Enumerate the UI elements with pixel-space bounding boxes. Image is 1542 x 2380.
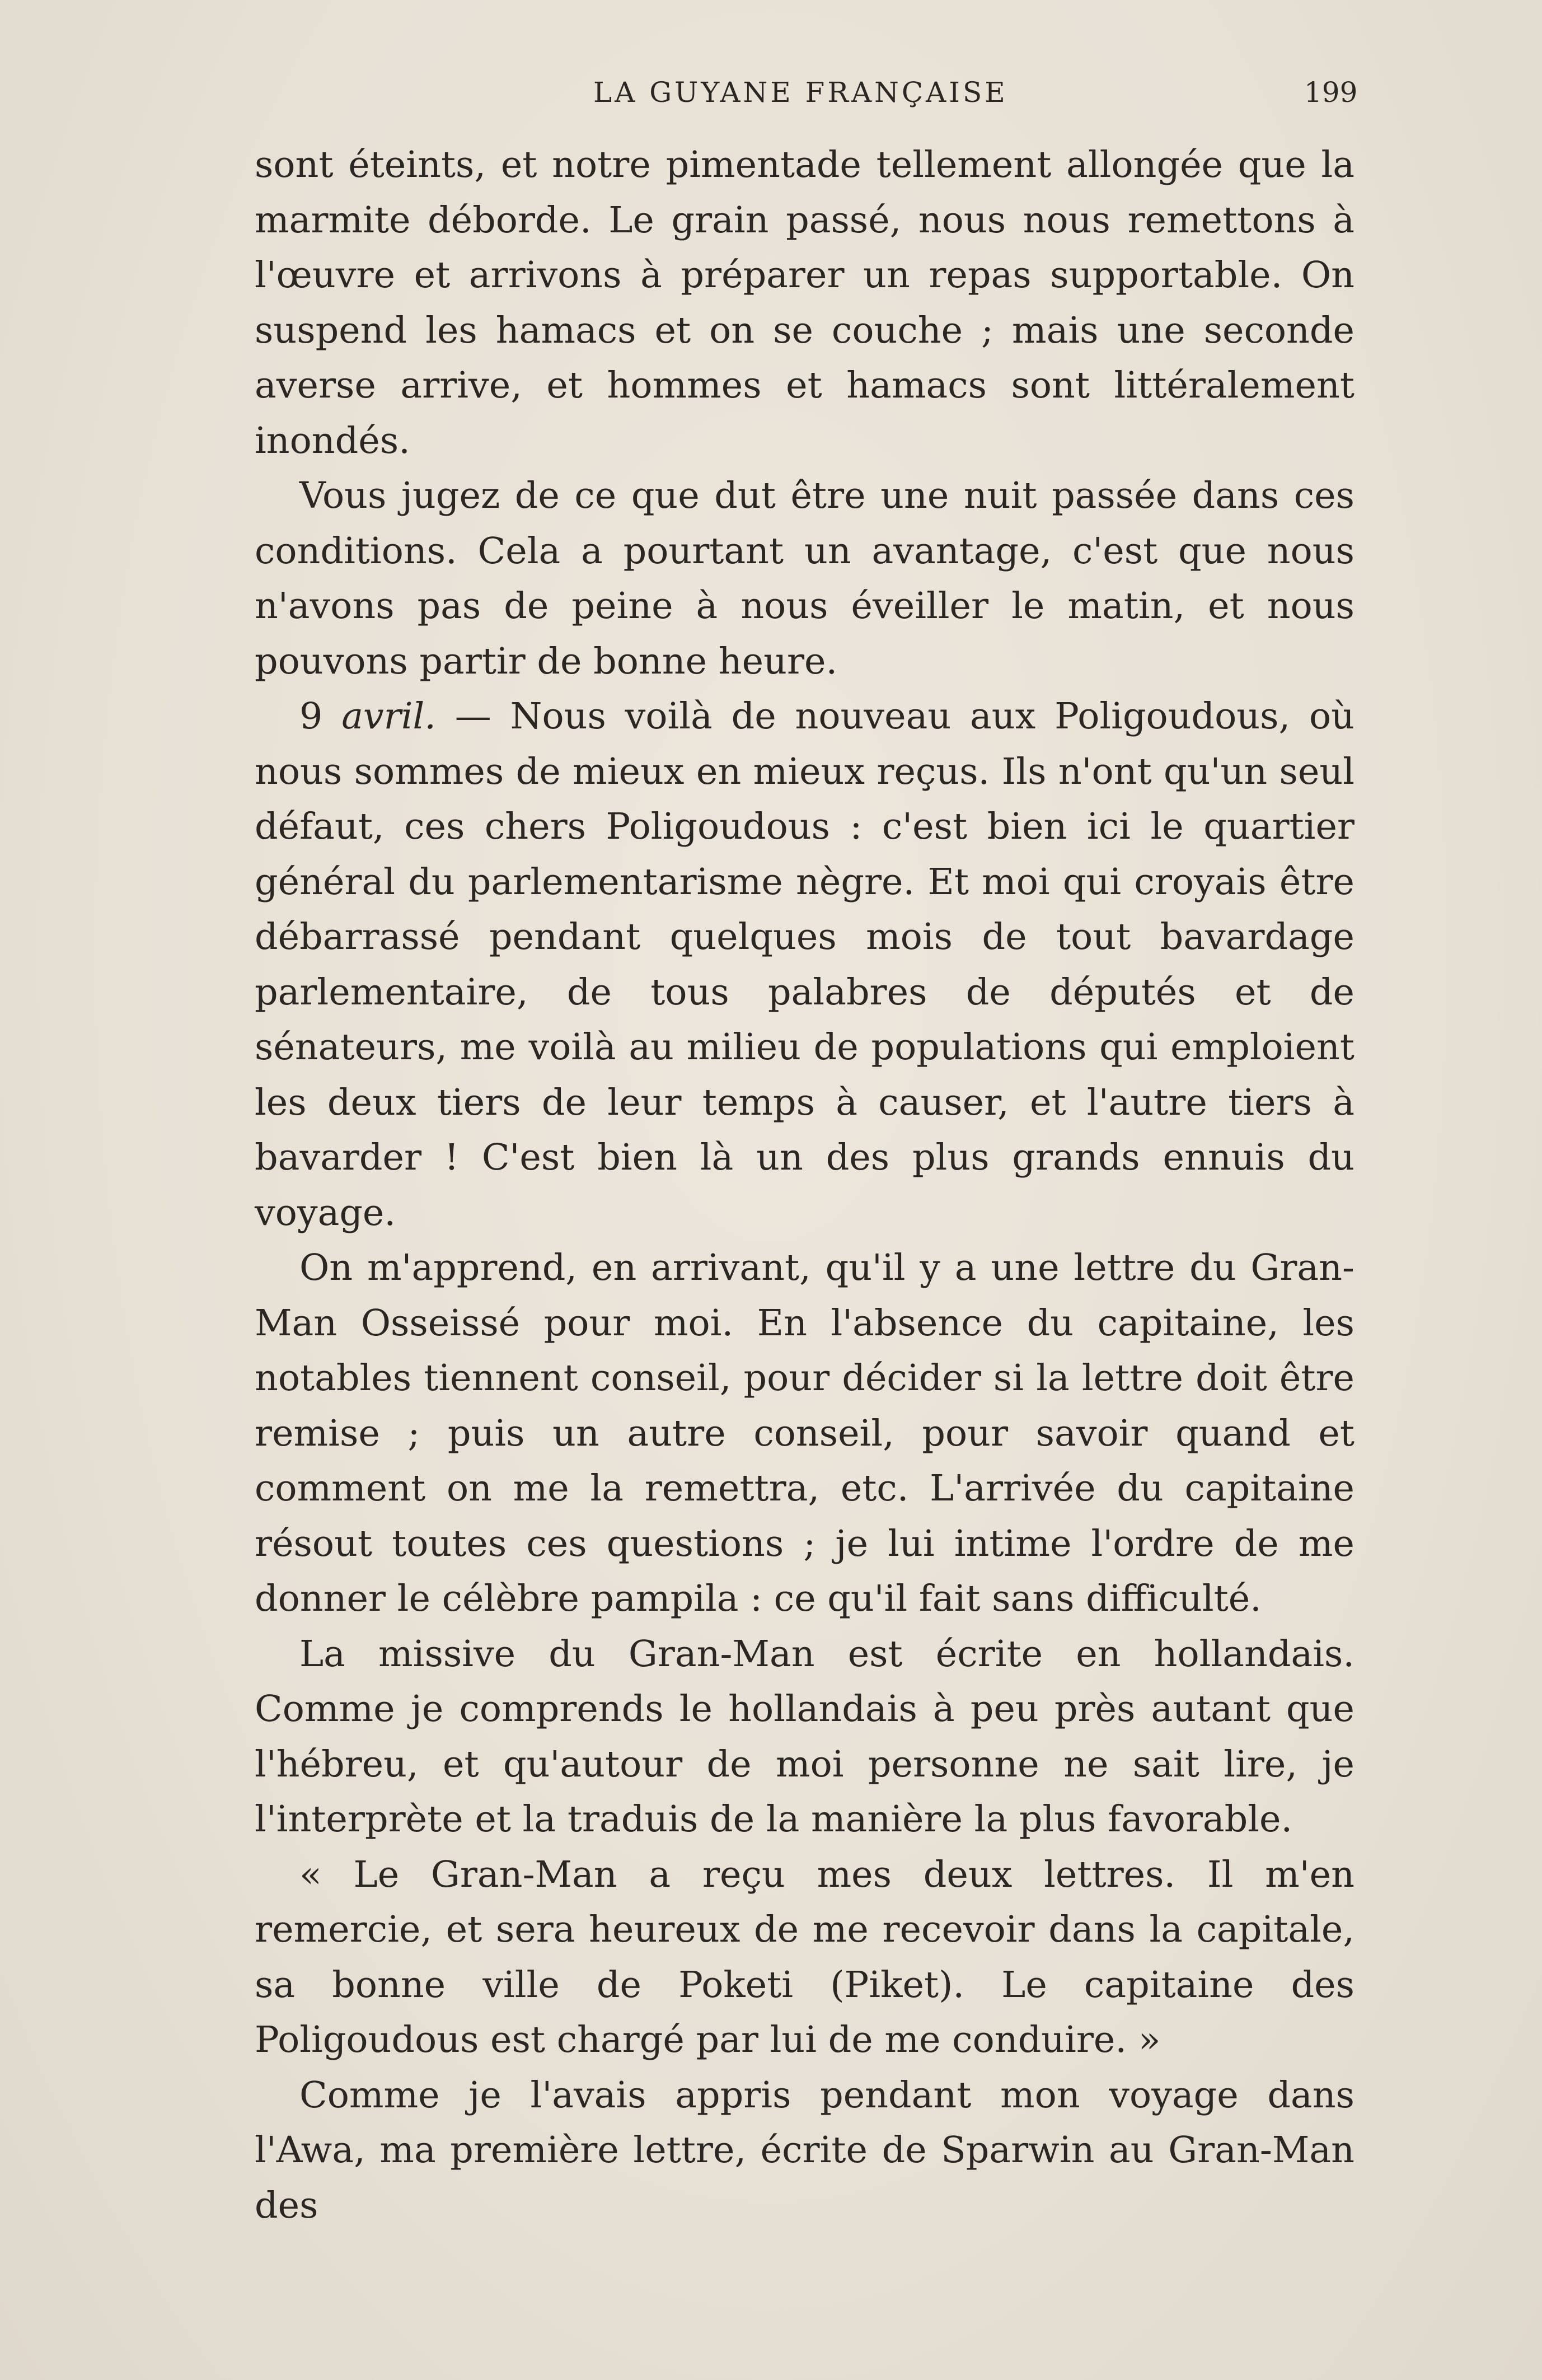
page-number: 199 (1304, 76, 1358, 109)
paragraph-5: La missive du Gran-Man est écrite en hollandais. Comme je comprends le hollandais à peu près autant que l'hébreu, et qu'autour de moi personne ne sait lire, je l'interprète et la traduis de la manière la plus favorable. (255, 1633, 1354, 1840)
paragraph-3-text: — Nous voilà de nouveau aux Poligoudous, où nous sommes de mieux en mieux reçus. Ils n'ont qu'un seul défaut, ces chers Poligoudous : c'est bien ici le quartier général du parlementarisme nègre. Et moi qui croyais être débarrassé pendant quelques mois de tout bavardage parlementaire, de tous palabres de députés et de sénateurs, me voilà au milieu de populations qui emploient les deux tiers de leur temps à causer, et l'autre tiers à bavarder ! C'est bien là un des plus grands ennuis du voyage. (255, 695, 1354, 1234)
running-title: LA GUYANE FRANÇAISE (593, 76, 1008, 109)
paragraph-6: « Le Gran-Man a reçu mes deux lettres. Il m'en remercie, et sera heureux de me recevoir dans la capitale, sa bonne ville de Poketi (Piket). Le capitaine des Poligoudous est chargé par lui de me conduire. » (255, 1853, 1354, 2061)
body-text (255, 138, 1354, 2233)
paragraph-3 (255, 689, 1354, 1241)
paragraph-1: sont éteints, et notre pimentade tellement allongée que la marmite déborde. Le grain passé, nous nous remettons à l'œuvre et arrivons à préparer un repas supportable. On suspend les hamacs et on se couche ; mais une seconde averse arrive, et hommes et hamacs sont littéralement inondés. (255, 144, 1354, 462)
paragraph-7: Comme je l'avais appris pendant mon voyage dans l'Awa, ma première lettre, écrite de Sparwin au Gran-Man des (255, 2074, 1354, 2227)
running-head (0, 73, 1542, 118)
date-month: avril. (341, 695, 436, 737)
paragraph-2: Vous jugez de ce que dut être une nuit passée dans ces conditions. Cela a pourtant un avantage, c'est que nous n'avons pas de peine à nous éveiller le matin, et nous pouvons partir de bonne heure. (255, 475, 1354, 682)
paragraph-4: On m'apprend, en arrivant, qu'il y a une lettre du Gran-Man Osseissé pour moi. En l'absence du capitaine, les notables tiennent conseil, pour décider si la lettre doit être remise ; puis un autre conseil, pour savoir quand et comment on me la remettra, etc. L'arrivée du capitaine résout toutes ces questions ; je lui intime l'ordre de me donner le célèbre pampila : ce qu'il fait sans difficulté. (255, 1247, 1354, 1620)
date-day: 9 (299, 695, 342, 737)
